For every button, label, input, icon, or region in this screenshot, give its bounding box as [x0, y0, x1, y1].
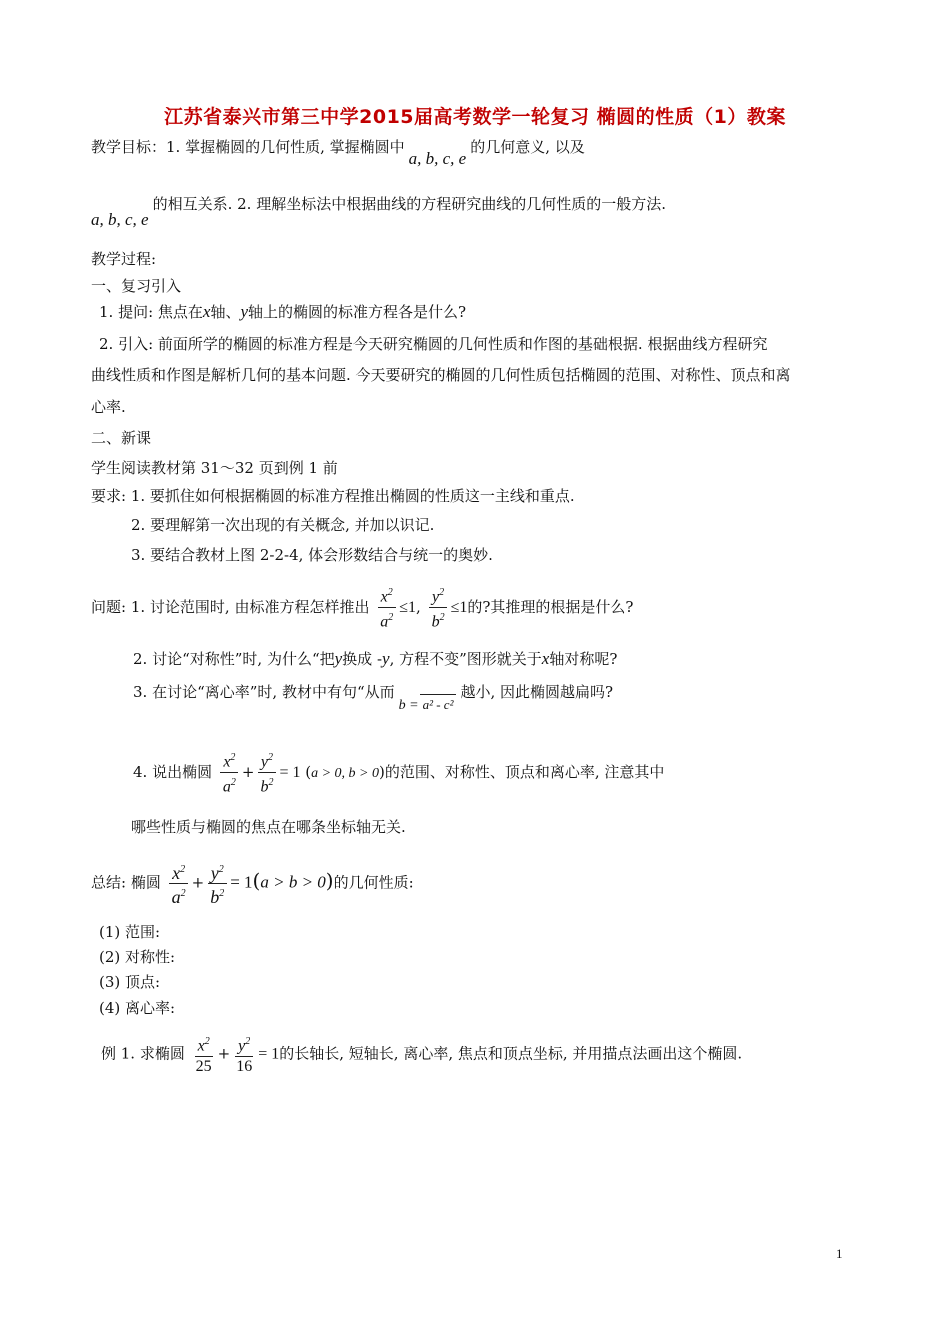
- condition: a > 0, b > 0: [311, 765, 380, 781]
- formula-b: [399, 694, 457, 716]
- summary-item-symmetry: (2) 对称性:: [99, 948, 176, 966]
- section-review: 一、复习引入: [91, 277, 182, 295]
- reading-note: 学生阅读教材第 31～32 页到例 1 前: [91, 459, 338, 477]
- q-sym-text-c: , 方程不变”图形就关于: [389, 650, 542, 668]
- var-x: x: [172, 863, 181, 883]
- page-number: 1: [836, 1246, 843, 1261]
- fraction-x2-a2: $\frac{x^2}{a^2}$: [220, 748, 239, 798]
- requirement-1: 要求: 1. 要抓住如何根据椭圆的标准方程推出椭圆的性质这一主线和重点.: [91, 487, 575, 505]
- page-title: 江苏省泰兴市第三中学2015届高考数学一轮复习 椭圆的性质（1）教案: [164, 106, 786, 128]
- fraction-x2-25: $\frac{x^2}{25}$: [193, 1032, 215, 1077]
- example-text-a: 例 1. 求椭圆: [101, 1044, 185, 1063]
- q-sym-text-a: 2. 讨论“对称性”时, 为什么“把: [133, 650, 335, 668]
- process-heading: 教学过程:: [91, 250, 157, 268]
- fraction-y2-16: $\frac{y^2}{16}$: [233, 1032, 255, 1077]
- question-ellipse-properties: 4. 说出椭圆 $\frac{x^2}{a^2}$ + $\frac{y^2}{b^2}$ = 1 (a > 0, b > 0)的范围、对称性、顶点和离心率, 注意其中: [133, 748, 664, 798]
- var-b: b: [210, 887, 220, 907]
- var-y: y: [382, 649, 390, 668]
- var-a: a: [171, 887, 181, 907]
- question-foci: [99, 302, 466, 322]
- intro-line-3: 心率.: [91, 398, 126, 416]
- fraction-y2-b2: $\frac{y^2}{b^2}$: [207, 860, 227, 907]
- q1-text-c: 轴上的椭圆的标准方程各是什么?: [248, 303, 467, 321]
- var-y: y: [334, 649, 343, 668]
- summary-item-range: (1) 范围:: [99, 923, 161, 941]
- var-y: y: [210, 863, 219, 883]
- sqrt-expression: a² - c²: [420, 694, 457, 715]
- summary-text-a: 总结: 椭圆: [91, 873, 161, 892]
- goals-line-1: [91, 137, 585, 168]
- q4-text-a: 4. 说出椭圆: [133, 762, 213, 781]
- condition: a > b > 0: [260, 872, 326, 892]
- question-eccentricity: [133, 682, 614, 713]
- question-range: 问题: 1. 讨论范围时, 由标准方程怎样推出 $\frac{x^2}{a^2}$ ≤1, $\frac{y^2}{b^2}$ ≤1的?其推理的根据是什么?: [91, 583, 633, 633]
- goals-text-1: 教学目标：1. 掌握椭圆的几何性质, 掌握椭圆中: [91, 138, 405, 156]
- question-symmetry: [133, 649, 617, 669]
- equals-one: = 1: [258, 1045, 280, 1063]
- var-y: y: [240, 302, 249, 321]
- le-one: ≤1: [399, 598, 417, 616]
- denominator-25: 25: [195, 1058, 212, 1076]
- summary-item-eccentricity: (4) 离心率:: [99, 999, 176, 1017]
- var-x: x: [202, 302, 211, 321]
- summary-heading: 总结: 椭圆 $\frac{x^2}{a^2}$ + $\frac{y^2}{b^2}$ = 1(a > b > 0)的几何性质:: [91, 860, 414, 907]
- example-1: 例 1. 求椭圆 $\frac{x^2}{25}$ + $\frac{y^2}{16}$ = 1的长轴长, 短轴长, 离心率, 焦点和顶点坐标, 并用描点法画出这个椭圆.: [101, 1032, 742, 1077]
- equals-one: = 1: [230, 872, 253, 892]
- var-x: x: [380, 588, 388, 606]
- var-x: x: [223, 753, 231, 771]
- example-text-b: 的长轴长, 短轴长, 离心率, 焦点和顶点坐标, 并用描点法画出这个椭圆.: [279, 1044, 743, 1063]
- summary-text-b: 的几何性质:: [333, 873, 414, 892]
- var-b: b: [431, 613, 440, 631]
- denominator-16: 16: [236, 1058, 253, 1076]
- goals-text-3: 的相互关系. 2. 理解坐标法中根据曲线的方程研究曲线的几何性质的一般方法.: [152, 195, 666, 213]
- q-ecc-text-b: 越小, 因此椭圆越扁吗?: [460, 683, 614, 701]
- q4-text-b: 的范围、对称性、顶点和离心率, 注意其中: [384, 762, 665, 781]
- question-ellipse-note: 哪些性质与椭圆的焦点在哪条坐标轴无关.: [131, 818, 406, 836]
- q1-text-b: 轴、: [210, 303, 241, 321]
- q1-text-a: 1. 提问: 焦点在: [99, 303, 203, 321]
- q-range-text-a: 问题: 1. 讨论范围时, 由标准方程怎样推出: [91, 597, 370, 616]
- intro-line-1: 2. 引入: 前面所学的椭圆的标准方程是今天研究椭圆的几何性质和作图的基础根据. 根据曲线方程研究: [99, 335, 768, 353]
- intro-line-2: 曲线性质和作图是解析几何的基本问题. 今天要研究的椭圆的几何性质包括椭圆的范围、对称性、顶点和离: [91, 366, 791, 384]
- fraction-x2-a2: $\frac{x^2}{a^2}$: [169, 860, 189, 907]
- var-x: x: [197, 1037, 205, 1055]
- q-sym-text-d: 轴对称呢?: [549, 650, 618, 668]
- summary-item-vertex: (3) 顶点:: [99, 973, 161, 991]
- fraction-x2-a2: $\frac{x^2}{a^2}$: [377, 583, 396, 633]
- le-one: ≤1: [450, 598, 468, 616]
- formula-b-eq: b =: [398, 698, 419, 713]
- fraction-y2-b2: $\frac{y^2}{b^2}$: [257, 748, 276, 798]
- var-y: y: [238, 1037, 246, 1055]
- var-y: y: [260, 753, 268, 771]
- goals-text-2: 的几何意义, 以及: [470, 138, 585, 156]
- requirement-2: 2. 要理解第一次出现的有关概念, 并加以识记.: [131, 516, 435, 534]
- q-sym-text-b: 换成 -: [342, 650, 383, 668]
- var-a: a: [222, 778, 231, 796]
- var-x: x: [541, 649, 550, 668]
- fraction-y2-b2: $\frac{y^2}{b^2}$: [429, 583, 448, 633]
- goals-line-2: [91, 195, 666, 229]
- var-y: y: [432, 588, 440, 606]
- section-new: 二、新课: [91, 429, 152, 447]
- var-b: b: [260, 778, 269, 796]
- var-a: a: [380, 613, 389, 631]
- q-ecc-text-a: 3. 在讨论“离心率”时, 教材中有句“从而: [133, 683, 395, 701]
- requirement-3: 3. 要结合教材上图 2-2-4, 体会形数结合与统一的奥妙.: [131, 546, 493, 564]
- goals-vars-1: a, b, c, e: [408, 149, 467, 168]
- q-range-text-b: 的?其推理的根据是什么?: [467, 597, 634, 616]
- goals-vars-2: a, b, c, e: [91, 210, 149, 229]
- equals-one: = 1: [279, 763, 301, 781]
